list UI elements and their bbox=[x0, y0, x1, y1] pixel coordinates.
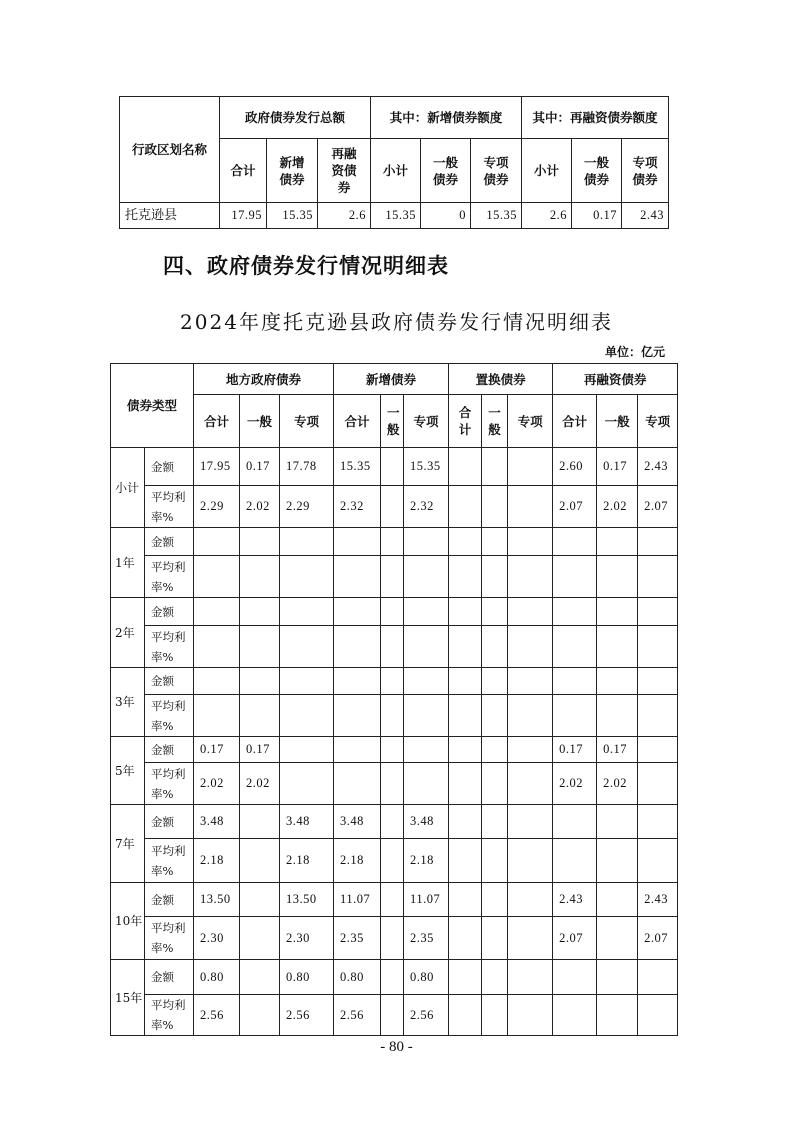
rate-label: 平均利率% bbox=[145, 917, 194, 960]
amount-cell: 13.50 bbox=[194, 883, 240, 917]
amount-cell: 3.48 bbox=[404, 805, 449, 839]
amount-cell bbox=[638, 528, 678, 556]
amount-cell bbox=[381, 737, 404, 763]
table-row bbox=[111, 737, 678, 763]
amount-cell bbox=[381, 960, 404, 995]
amount-cell bbox=[381, 528, 404, 556]
amount-cell bbox=[508, 883, 553, 917]
rate-label: 平均利率% bbox=[145, 556, 194, 598]
rate-cell: 2.02 bbox=[240, 486, 280, 528]
summary-value: 2.6 bbox=[318, 203, 371, 229]
amount-cell bbox=[597, 960, 638, 995]
table-row bbox=[111, 598, 678, 626]
rate-cell bbox=[482, 556, 508, 598]
amount-label: 金额 bbox=[145, 668, 194, 695]
rate-cell bbox=[404, 556, 449, 598]
amount-cell bbox=[194, 528, 240, 556]
amount-cell bbox=[449, 737, 482, 763]
rate-cell bbox=[449, 763, 482, 805]
rate-cell bbox=[482, 763, 508, 805]
rate-cell bbox=[280, 695, 334, 737]
rate-cell: 2.07 bbox=[638, 917, 678, 960]
rate-cell bbox=[194, 626, 240, 668]
amount-cell: 2.43 bbox=[638, 448, 678, 486]
rate-cell bbox=[482, 486, 508, 528]
subheader: 一般 bbox=[597, 395, 638, 448]
rate-cell: 2.18 bbox=[194, 839, 240, 883]
rate-cell: 2.30 bbox=[280, 917, 334, 960]
amount-cell bbox=[240, 668, 280, 695]
rate-cell bbox=[449, 556, 482, 598]
term-label: 15年 bbox=[111, 960, 145, 1036]
amount-cell bbox=[597, 598, 638, 626]
amount-cell bbox=[482, 883, 508, 917]
rate-cell bbox=[638, 695, 678, 737]
amount-cell: 11.07 bbox=[334, 883, 381, 917]
summary-table bbox=[119, 96, 669, 229]
amount-cell: 3.48 bbox=[194, 805, 240, 839]
rate-cell bbox=[240, 995, 280, 1036]
rate-cell bbox=[597, 626, 638, 668]
rate-cell bbox=[508, 917, 553, 960]
amount-cell: 2.60 bbox=[553, 448, 597, 486]
amount-cell bbox=[404, 528, 449, 556]
rate-cell: 2.18 bbox=[334, 839, 381, 883]
table-row bbox=[111, 668, 678, 695]
amount-cell bbox=[508, 448, 553, 486]
header-new-bonds: 其中：新增债券额度 bbox=[371, 97, 522, 139]
amount-cell: 0.17 bbox=[553, 737, 597, 763]
rate-cell: 2.02 bbox=[597, 486, 638, 528]
amount-cell bbox=[553, 528, 597, 556]
rate-cell bbox=[194, 556, 240, 598]
subheader: 专项 bbox=[280, 395, 334, 448]
rate-cell bbox=[482, 626, 508, 668]
amount-label: 金额 bbox=[145, 960, 194, 995]
rate-cell bbox=[597, 839, 638, 883]
subheader: 合计 bbox=[334, 395, 381, 448]
amount-cell bbox=[482, 805, 508, 839]
detail-title: 2024年度托克逊县政府债券发行情况明细表 bbox=[180, 310, 613, 334]
rate-cell: 2.07 bbox=[553, 917, 597, 960]
rate-cell bbox=[638, 556, 678, 598]
amount-cell bbox=[280, 598, 334, 626]
amount-cell bbox=[508, 668, 553, 695]
rate-cell: 2.02 bbox=[553, 763, 597, 805]
amount-label: 金额 bbox=[145, 737, 194, 763]
rate-cell bbox=[597, 995, 638, 1036]
amount-cell bbox=[449, 528, 482, 556]
rate-cell bbox=[508, 486, 553, 528]
summary-value: 15.35 bbox=[267, 203, 318, 229]
amount-cell: 0.17 bbox=[597, 737, 638, 763]
rate-cell bbox=[482, 695, 508, 737]
rate-cell bbox=[240, 626, 280, 668]
unit-label: 单位：亿元 bbox=[604, 345, 665, 359]
header-refinance-bonds: 其中：再融资债券额度 bbox=[522, 97, 669, 139]
amount-cell bbox=[334, 737, 381, 763]
rate-cell bbox=[381, 839, 404, 883]
rate-cell: 2.07 bbox=[553, 486, 597, 528]
rate-cell bbox=[381, 917, 404, 960]
rate-cell bbox=[334, 556, 381, 598]
amount-label: 金额 bbox=[145, 528, 194, 556]
amount-cell bbox=[240, 883, 280, 917]
rate-cell bbox=[280, 556, 334, 598]
summary-value: 2.43 bbox=[622, 203, 669, 229]
amount-cell: 11.07 bbox=[404, 883, 449, 917]
rate-cell bbox=[194, 695, 240, 737]
subheader: 合计 bbox=[553, 395, 597, 448]
summary-value: 2.6 bbox=[522, 203, 572, 229]
term-label: 1年 bbox=[111, 528, 145, 598]
amount-cell: 17.95 bbox=[194, 448, 240, 486]
rate-cell bbox=[449, 695, 482, 737]
rate-cell bbox=[381, 763, 404, 805]
amount-cell bbox=[482, 737, 508, 763]
amount-cell bbox=[280, 668, 334, 695]
amount-cell bbox=[381, 448, 404, 486]
rate-cell bbox=[597, 917, 638, 960]
term-label: 3年 bbox=[111, 668, 145, 737]
rate-label: 平均利率% bbox=[145, 626, 194, 668]
rate-cell: 2.18 bbox=[280, 839, 334, 883]
rate-cell bbox=[449, 839, 482, 883]
rate-cell: 2.02 bbox=[597, 763, 638, 805]
table-row bbox=[111, 486, 678, 528]
amount-cell: 0.80 bbox=[404, 960, 449, 995]
rate-cell: 2.32 bbox=[334, 486, 381, 528]
rate-cell bbox=[508, 695, 553, 737]
rate-cell bbox=[482, 917, 508, 960]
amount-label: 金额 bbox=[145, 883, 194, 917]
amount-cell: 15.35 bbox=[334, 448, 381, 486]
rate-label: 平均利率% bbox=[145, 486, 194, 528]
header-region-name: 行政区划名称 bbox=[120, 97, 220, 203]
amount-cell bbox=[638, 598, 678, 626]
rate-cell bbox=[381, 695, 404, 737]
amount-cell bbox=[404, 668, 449, 695]
amount-label: 金额 bbox=[145, 448, 194, 486]
table-row bbox=[111, 995, 678, 1036]
subheader: 专项债券 bbox=[471, 139, 522, 203]
amount-cell bbox=[334, 528, 381, 556]
rate-cell: 2.56 bbox=[280, 995, 334, 1036]
subheader: 一般 bbox=[482, 395, 508, 448]
term-label: 2年 bbox=[111, 598, 145, 668]
amount-cell bbox=[482, 668, 508, 695]
term-label: 小计 bbox=[111, 448, 145, 528]
amount-cell bbox=[508, 598, 553, 626]
amount-cell: 2.43 bbox=[553, 883, 597, 917]
header-refinance-bonds: 再融资债券 bbox=[553, 364, 678, 395]
amount-cell bbox=[638, 668, 678, 695]
amount-cell bbox=[381, 598, 404, 626]
rate-cell bbox=[597, 556, 638, 598]
amount-cell bbox=[597, 883, 638, 917]
table-row bbox=[111, 448, 678, 486]
rate-label: 平均利率% bbox=[145, 695, 194, 737]
table-row bbox=[111, 883, 678, 917]
amount-cell: 0.17 bbox=[194, 737, 240, 763]
subheader: 新增债券 bbox=[267, 139, 318, 203]
rate-cell bbox=[553, 626, 597, 668]
amount-cell: 2.43 bbox=[638, 883, 678, 917]
amount-cell bbox=[449, 883, 482, 917]
rate-cell bbox=[280, 763, 334, 805]
amount-cell bbox=[553, 668, 597, 695]
amount-cell bbox=[240, 805, 280, 839]
rate-cell bbox=[553, 556, 597, 598]
amount-cell bbox=[638, 960, 678, 995]
amount-cell bbox=[404, 598, 449, 626]
subheader: 一般债券 bbox=[572, 139, 622, 203]
rate-cell: 2.56 bbox=[404, 995, 449, 1036]
amount-cell bbox=[449, 668, 482, 695]
rate-cell bbox=[638, 626, 678, 668]
rate-label: 平均利率% bbox=[145, 839, 194, 883]
amount-cell: 3.48 bbox=[334, 805, 381, 839]
region-name: 托克逊县 bbox=[120, 203, 220, 229]
rate-cell bbox=[508, 995, 553, 1036]
rate-cell bbox=[638, 839, 678, 883]
amount-cell bbox=[553, 805, 597, 839]
table-row bbox=[111, 528, 678, 556]
table-row bbox=[111, 805, 678, 839]
amount-cell: 0.17 bbox=[240, 448, 280, 486]
rate-cell bbox=[508, 763, 553, 805]
amount-cell bbox=[597, 805, 638, 839]
rate-cell: 2.29 bbox=[194, 486, 240, 528]
amount-cell bbox=[638, 737, 678, 763]
header-replacement-bonds: 置换债券 bbox=[449, 364, 553, 395]
table-row bbox=[111, 917, 678, 960]
amount-cell bbox=[381, 668, 404, 695]
amount-cell bbox=[449, 960, 482, 995]
subheader: 专项债券 bbox=[622, 139, 669, 203]
amount-cell bbox=[280, 737, 334, 763]
amount-cell bbox=[508, 805, 553, 839]
rate-cell bbox=[334, 626, 381, 668]
table-row bbox=[111, 960, 678, 995]
rate-label: 平均利率% bbox=[145, 763, 194, 805]
subheader: 一般 bbox=[240, 395, 280, 448]
subheader: 合计 bbox=[194, 395, 240, 448]
rate-cell bbox=[638, 995, 678, 1036]
amount-cell: 0.80 bbox=[280, 960, 334, 995]
table-row bbox=[111, 839, 678, 883]
amount-cell bbox=[381, 883, 404, 917]
subheader: 小计 bbox=[371, 139, 421, 203]
header-total-issuance: 政府债券发行总额 bbox=[220, 97, 371, 139]
amount-cell bbox=[482, 598, 508, 626]
rate-cell: 2.29 bbox=[280, 486, 334, 528]
rate-cell bbox=[638, 763, 678, 805]
amount-cell bbox=[194, 668, 240, 695]
rate-label: 平均利率% bbox=[145, 995, 194, 1036]
amount-cell bbox=[280, 528, 334, 556]
rate-cell bbox=[240, 695, 280, 737]
amount-cell: 0.80 bbox=[334, 960, 381, 995]
term-label: 10年 bbox=[111, 883, 145, 960]
rate-cell: 2.30 bbox=[194, 917, 240, 960]
amount-cell bbox=[381, 805, 404, 839]
subheader: 合计 bbox=[449, 395, 482, 448]
rate-cell bbox=[280, 626, 334, 668]
rate-cell bbox=[404, 695, 449, 737]
rate-cell bbox=[381, 556, 404, 598]
term-label: 5年 bbox=[111, 737, 145, 805]
subheader: 专项 bbox=[404, 395, 449, 448]
amount-cell bbox=[449, 448, 482, 486]
amount-label: 金额 bbox=[145, 805, 194, 839]
rate-cell bbox=[449, 626, 482, 668]
rate-cell bbox=[449, 995, 482, 1036]
rate-cell bbox=[508, 839, 553, 883]
amount-cell: 17.78 bbox=[280, 448, 334, 486]
rate-cell bbox=[553, 995, 597, 1036]
subheader: 再融资债券 bbox=[318, 139, 371, 203]
amount-cell bbox=[334, 668, 381, 695]
amount-cell: 0.17 bbox=[240, 737, 280, 763]
amount-cell: 3.48 bbox=[280, 805, 334, 839]
amount-cell bbox=[508, 737, 553, 763]
rate-cell bbox=[240, 917, 280, 960]
section-heading: 四、政府债券发行情况明细表 bbox=[163, 254, 449, 278]
amount-cell: 0.80 bbox=[194, 960, 240, 995]
rate-cell bbox=[553, 839, 597, 883]
rate-cell: 2.35 bbox=[334, 917, 381, 960]
subheader: 小计 bbox=[522, 139, 572, 203]
amount-cell bbox=[638, 805, 678, 839]
rate-cell bbox=[449, 917, 482, 960]
rate-cell bbox=[404, 763, 449, 805]
amount-cell bbox=[482, 448, 508, 486]
amount-cell bbox=[553, 960, 597, 995]
amount-cell bbox=[482, 960, 508, 995]
rate-cell bbox=[381, 626, 404, 668]
rate-cell bbox=[381, 486, 404, 528]
amount-label: 金额 bbox=[145, 598, 194, 626]
header-bond-type: 债券类型 bbox=[111, 364, 194, 448]
amount-cell bbox=[240, 528, 280, 556]
amount-cell bbox=[194, 598, 240, 626]
rate-cell bbox=[597, 695, 638, 737]
table-row bbox=[111, 763, 678, 805]
amount-cell bbox=[597, 668, 638, 695]
amount-cell bbox=[240, 598, 280, 626]
rate-cell bbox=[482, 995, 508, 1036]
rate-cell: 2.56 bbox=[194, 995, 240, 1036]
amount-cell bbox=[404, 737, 449, 763]
rate-cell bbox=[482, 839, 508, 883]
amount-cell bbox=[508, 528, 553, 556]
rate-cell: 2.02 bbox=[240, 763, 280, 805]
rate-cell bbox=[553, 695, 597, 737]
summary-value: 15.35 bbox=[471, 203, 522, 229]
page-number: - 80 - bbox=[380, 1039, 413, 1055]
rate-cell bbox=[508, 556, 553, 598]
amount-cell: 15.35 bbox=[404, 448, 449, 486]
rate-cell: 2.02 bbox=[194, 763, 240, 805]
rate-cell bbox=[240, 839, 280, 883]
subheader: 专项 bbox=[508, 395, 553, 448]
subheader: 合计 bbox=[220, 139, 267, 203]
subheader: 一般 bbox=[381, 395, 404, 448]
rate-cell bbox=[240, 556, 280, 598]
header-new-bonds: 新增债券 bbox=[334, 364, 449, 395]
summary-value: 17.95 bbox=[220, 203, 267, 229]
amount-cell: 13.50 bbox=[280, 883, 334, 917]
rate-cell: 2.32 bbox=[404, 486, 449, 528]
term-label: 7年 bbox=[111, 805, 145, 883]
rate-cell: 2.35 bbox=[404, 917, 449, 960]
rate-cell: 2.07 bbox=[638, 486, 678, 528]
rate-cell bbox=[381, 995, 404, 1036]
header-local-gov-bonds: 地方政府债券 bbox=[194, 364, 334, 395]
rate-cell bbox=[404, 626, 449, 668]
amount-cell bbox=[334, 598, 381, 626]
summary-value: 0.17 bbox=[572, 203, 622, 229]
rate-cell bbox=[449, 486, 482, 528]
amount-cell bbox=[240, 960, 280, 995]
subheader: 一般债券 bbox=[421, 139, 471, 203]
table-row bbox=[111, 626, 678, 668]
amount-cell bbox=[449, 598, 482, 626]
rate-cell bbox=[508, 626, 553, 668]
amount-cell bbox=[508, 960, 553, 995]
rate-cell: 2.18 bbox=[404, 839, 449, 883]
amount-cell bbox=[597, 528, 638, 556]
summary-value: 0 bbox=[421, 203, 471, 229]
rate-cell bbox=[334, 763, 381, 805]
table-row bbox=[111, 695, 678, 737]
amount-cell: 0.17 bbox=[597, 448, 638, 486]
amount-cell bbox=[482, 528, 508, 556]
subheader: 专项 bbox=[638, 395, 678, 448]
summary-value: 15.35 bbox=[371, 203, 421, 229]
table-row bbox=[111, 556, 678, 598]
detail-table bbox=[110, 363, 678, 1036]
rate-cell: 2.56 bbox=[334, 995, 381, 1036]
amount-cell bbox=[449, 805, 482, 839]
rate-cell bbox=[334, 695, 381, 737]
amount-cell bbox=[553, 598, 597, 626]
